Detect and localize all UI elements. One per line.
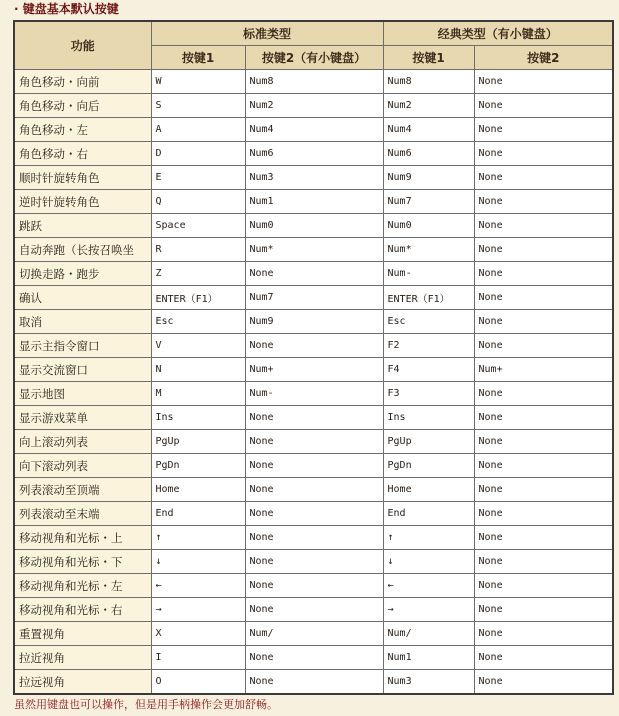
standard-key2-cell: None	[245, 478, 383, 502]
standard-key2-cell: None	[245, 550, 383, 574]
standard-key1-cell: N	[151, 358, 245, 382]
header-standard-key1: 按键1	[151, 46, 245, 70]
standard-key2-cell: None	[245, 574, 383, 598]
classic-key2-cell: None	[474, 526, 613, 550]
classic-key1-cell: Num6	[383, 142, 474, 166]
standard-key1-cell: ↑	[151, 526, 245, 550]
standard-key1-cell: R	[151, 238, 245, 262]
classic-key2-cell: None	[474, 430, 613, 454]
standard-key2-cell: None	[245, 454, 383, 478]
table-row	[14, 574, 613, 598]
table-row	[14, 310, 613, 334]
standard-key1-cell: End	[151, 502, 245, 526]
classic-key1-cell: ↓	[383, 550, 474, 574]
classic-key1-cell: Ins	[383, 406, 474, 430]
function-cell: 重置视角	[14, 622, 151, 646]
header-standard-key2: 按键2（有小键盘）	[245, 46, 383, 70]
classic-key2-cell: None	[474, 502, 613, 526]
standard-key2-cell: Num-	[245, 382, 383, 406]
classic-key1-cell: ↑	[383, 526, 474, 550]
function-cell: 移动视角和光标・右	[14, 598, 151, 622]
classic-key1-cell: F2	[383, 334, 474, 358]
table-row	[14, 598, 613, 622]
classic-key2-cell: None	[474, 310, 613, 334]
function-cell: 取消	[14, 310, 151, 334]
table-row	[14, 670, 613, 695]
classic-key1-cell: Num0	[383, 214, 474, 238]
classic-key2-cell: None	[474, 334, 613, 358]
table-row	[14, 478, 613, 502]
table-row	[14, 118, 613, 142]
standard-key1-cell: PgUp	[151, 430, 245, 454]
standard-key1-cell: X	[151, 622, 245, 646]
header-row-group	[14, 21, 613, 46]
table-row	[14, 526, 613, 550]
table-row	[14, 214, 613, 238]
classic-key1-cell: F4	[383, 358, 474, 382]
standard-key1-cell: M	[151, 382, 245, 406]
table-row	[14, 454, 613, 478]
standard-key2-cell: None	[245, 598, 383, 622]
table-row	[14, 358, 613, 382]
page-title: · 键盘基本默认按键	[14, 2, 119, 16]
table-row	[14, 262, 613, 286]
standard-key2-cell: Num2	[245, 94, 383, 118]
function-cell: 拉远视角	[14, 670, 151, 695]
classic-key1-cell: Num-	[383, 262, 474, 286]
standard-key2-cell: None	[245, 502, 383, 526]
table-row	[14, 334, 613, 358]
standard-key1-cell: W	[151, 70, 245, 94]
classic-key1-cell: Num9	[383, 166, 474, 190]
function-cell: 向下滚动列表	[14, 454, 151, 478]
standard-key1-cell: ↓	[151, 550, 245, 574]
standard-key1-cell: PgDn	[151, 454, 245, 478]
classic-key2-cell: None	[474, 262, 613, 286]
header-classic-key1: 按键1	[383, 46, 474, 70]
standard-key1-cell: Home	[151, 478, 245, 502]
classic-key1-cell: Num4	[383, 118, 474, 142]
classic-key1-cell: PgDn	[383, 454, 474, 478]
function-cell: 移动视角和光标・左	[14, 574, 151, 598]
function-cell: 显示游戏菜单	[14, 406, 151, 430]
classic-key1-cell: ENTER（F1）	[383, 286, 474, 310]
classic-key2-cell: None	[474, 166, 613, 190]
standard-key2-cell: Num6	[245, 142, 383, 166]
table-row	[14, 550, 613, 574]
standard-key2-cell: Num9	[245, 310, 383, 334]
classic-key2-cell: None	[474, 238, 613, 262]
header-classic-type: 经典类型（有小键盘）	[383, 21, 613, 46]
function-cell: 移动视角和光标・上	[14, 526, 151, 550]
classic-key1-cell: Esc	[383, 310, 474, 334]
function-cell: 角色移动・向后	[14, 94, 151, 118]
classic-key1-cell: Num*	[383, 238, 474, 262]
function-cell: 自动奔跑（长按召唤坐	[14, 238, 151, 262]
standard-key2-cell: None	[245, 334, 383, 358]
table-body	[14, 70, 613, 695]
table-row	[14, 142, 613, 166]
table-row	[14, 70, 613, 94]
standard-key2-cell: None	[245, 526, 383, 550]
classic-key2-cell: None	[474, 550, 613, 574]
function-cell: 显示交流窗口	[14, 358, 151, 382]
classic-key2-cell: None	[474, 94, 613, 118]
standard-key2-cell: Num+	[245, 358, 383, 382]
function-cell: 切换走路・跑步	[14, 262, 151, 286]
standard-key2-cell: Num*	[245, 238, 383, 262]
function-cell: 逆时针旋转角色	[14, 190, 151, 214]
table-row	[14, 430, 613, 454]
classic-key2-cell: None	[474, 622, 613, 646]
classic-key2-cell: None	[474, 670, 613, 695]
header-classic-key2: 按键2	[474, 46, 613, 70]
function-cell: 显示主指令窗口	[14, 334, 151, 358]
classic-key1-cell: F3	[383, 382, 474, 406]
classic-key1-cell: Home	[383, 478, 474, 502]
standard-key1-cell: Ins	[151, 406, 245, 430]
classic-key2-cell: Num+	[474, 358, 613, 382]
key-bindings-table	[13, 20, 614, 695]
standard-key1-cell: Q	[151, 190, 245, 214]
classic-key2-cell: None	[474, 646, 613, 670]
classic-key1-cell: Num1	[383, 646, 474, 670]
table-row	[14, 502, 613, 526]
function-cell: 列表滚动至顶端	[14, 478, 151, 502]
standard-key1-cell: Z	[151, 262, 245, 286]
standard-key2-cell: None	[245, 670, 383, 695]
table-row	[14, 646, 613, 670]
classic-key2-cell: None	[474, 214, 613, 238]
standard-key2-cell: Num7	[245, 286, 383, 310]
standard-key1-cell: Space	[151, 214, 245, 238]
header-standard-type: 标准类型	[151, 21, 383, 46]
standard-key1-cell: V	[151, 334, 245, 358]
classic-key1-cell: Num/	[383, 622, 474, 646]
standard-key2-cell: None	[245, 406, 383, 430]
standard-key2-cell: Num/	[245, 622, 383, 646]
function-cell: 列表滚动至末端	[14, 502, 151, 526]
table-row	[14, 382, 613, 406]
standard-key1-cell: E	[151, 166, 245, 190]
function-cell: 角色移动・右	[14, 142, 151, 166]
table-row	[14, 286, 613, 310]
classic-key1-cell: Num2	[383, 94, 474, 118]
standard-key1-cell: D	[151, 142, 245, 166]
function-cell: 显示地图	[14, 382, 151, 406]
classic-key1-cell: Num3	[383, 670, 474, 695]
table-row	[14, 622, 613, 646]
classic-key2-cell: None	[474, 454, 613, 478]
classic-key1-cell: PgUp	[383, 430, 474, 454]
standard-key2-cell: Num4	[245, 118, 383, 142]
function-cell: 拉近视角	[14, 646, 151, 670]
standard-key2-cell: None	[245, 262, 383, 286]
standard-key1-cell: S	[151, 94, 245, 118]
function-cell: 向上滚动列表	[14, 430, 151, 454]
classic-key2-cell: None	[474, 406, 613, 430]
classic-key2-cell: None	[474, 598, 613, 622]
standard-key1-cell: ENTER（F1）	[151, 286, 245, 310]
standard-key2-cell: None	[245, 646, 383, 670]
header-function: 功能	[14, 21, 151, 70]
classic-key1-cell: →	[383, 598, 474, 622]
classic-key2-cell: None	[474, 142, 613, 166]
standard-key1-cell: A	[151, 118, 245, 142]
table-row	[14, 166, 613, 190]
function-cell: 角色移动・向前	[14, 70, 151, 94]
standard-key2-cell: Num8	[245, 70, 383, 94]
standard-key2-cell: Num1	[245, 190, 383, 214]
function-cell: 移动视角和光标・下	[14, 550, 151, 574]
function-cell: 确认	[14, 286, 151, 310]
standard-key2-cell: Num3	[245, 166, 383, 190]
classic-key2-cell: None	[474, 118, 613, 142]
standard-key1-cell: O	[151, 670, 245, 695]
classic-key2-cell: None	[474, 286, 613, 310]
standard-key2-cell: None	[245, 430, 383, 454]
function-cell: 顺时针旋转角色	[14, 166, 151, 190]
function-cell: 跳跃	[14, 214, 151, 238]
classic-key2-cell: None	[474, 478, 613, 502]
standard-key2-cell: Num0	[245, 214, 383, 238]
classic-key2-cell: None	[474, 190, 613, 214]
standard-key1-cell: I	[151, 646, 245, 670]
classic-key1-cell: Num7	[383, 190, 474, 214]
table-row	[14, 238, 613, 262]
classic-key1-cell: End	[383, 502, 474, 526]
classic-key1-cell: ←	[383, 574, 474, 598]
table-row	[14, 406, 613, 430]
standard-key1-cell: →	[151, 598, 245, 622]
classic-key2-cell: None	[474, 574, 613, 598]
table-row	[14, 94, 613, 118]
classic-key1-cell: Num8	[383, 70, 474, 94]
footnote: 虽然用键盘也可以操作，但是用手柄操作会更加舒畅。	[14, 698, 278, 711]
table-row	[14, 190, 613, 214]
classic-key2-cell: None	[474, 70, 613, 94]
standard-key1-cell: Esc	[151, 310, 245, 334]
function-cell: 角色移动・左	[14, 118, 151, 142]
classic-key2-cell: None	[474, 382, 613, 406]
standard-key1-cell: ←	[151, 574, 245, 598]
